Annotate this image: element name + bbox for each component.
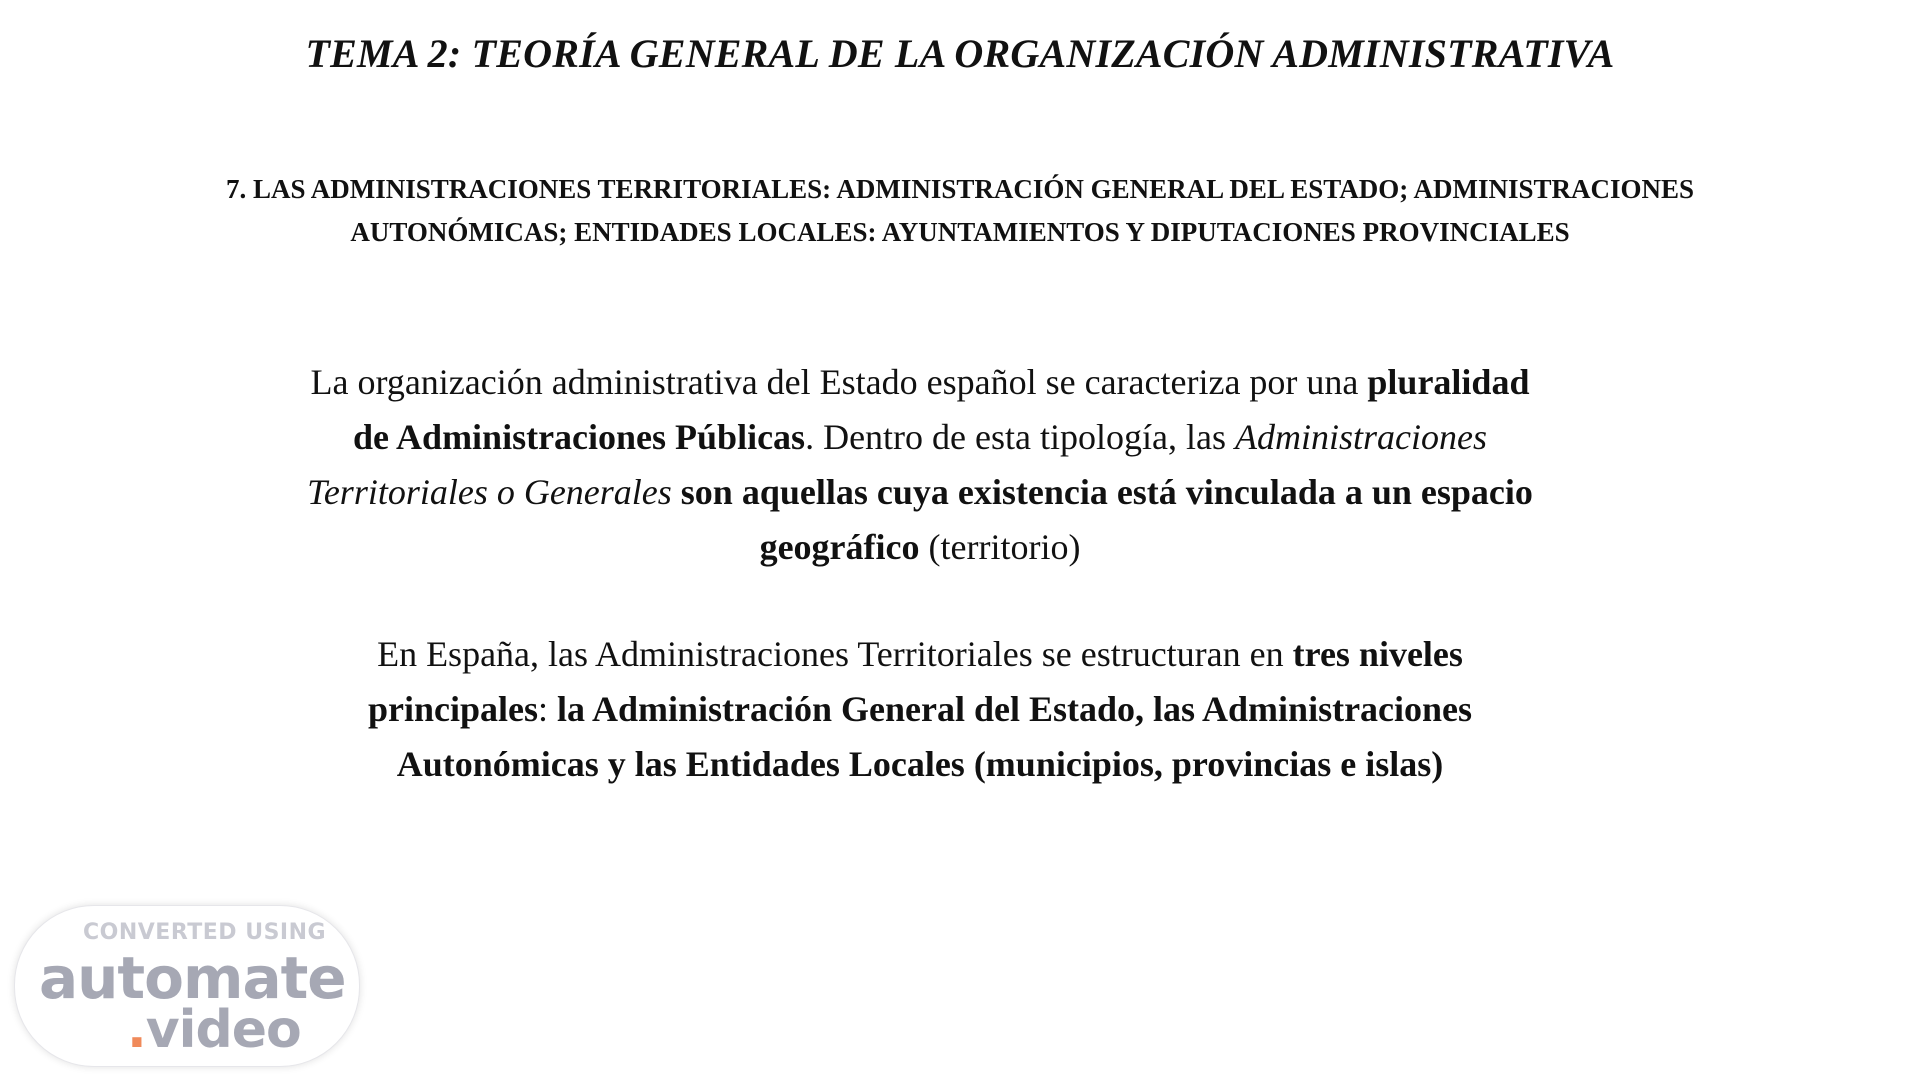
p2-bold-1: tres niveles principales bbox=[367, 634, 1463, 729]
slide-subtitle bbox=[80, 168, 1840, 254]
slide-title: TEMA 2: TEORÍA GENERAL DE LA ORGANIZACIÓN ADMINISTRATIVA bbox=[305, 31, 1615, 76]
paragraph-1 bbox=[290, 355, 1550, 575]
p1-text-2: . Dentro de esta tipología, las bbox=[805, 417, 1226, 457]
p2-text-2: : bbox=[537, 689, 548, 729]
watermark-caption: CONVERTED USING bbox=[83, 920, 327, 945]
converted-using-watermark bbox=[14, 905, 360, 1067]
p1-bold-2: son aquellas cuya existencia está vinculada a un espacio geográfico bbox=[680, 472, 1533, 567]
p1-italic-1: Administraciones Territoriales o Generales bbox=[307, 417, 1487, 512]
watermark-video-text: video bbox=[145, 1000, 301, 1060]
subtitle-line-1: 7. LAS ADMINISTRACIONES TERRITORIALES: ADMINISTRACIÓN GENERAL DEL ESTADO; ADMINISTRACIONES bbox=[225, 174, 1695, 204]
p2-bold-2: la Administración General del Estado, las Administraciones Autonómicas y las Entidades Locales (municipios, provincias e islas) bbox=[396, 689, 1473, 784]
watermark-logo-video bbox=[127, 1000, 301, 1060]
p2-text-1: En España, las Administraciones Territoriales se estructuran en bbox=[377, 634, 1284, 674]
subtitle-line-2: AUTONÓMICAS; ENTIDADES LOCALES: AYUNTAMIENTOS Y DIPUTACIONES PROVINCIALES bbox=[350, 217, 1570, 247]
watermark-logo-automate: automate bbox=[39, 944, 346, 1012]
watermark-dot: . bbox=[127, 1000, 146, 1060]
p1-text-1: La organización administrativa del Estado español se caracteriza por una bbox=[310, 362, 1359, 402]
p1-bold-1: pluralidad de Administraciones Públicas bbox=[353, 362, 1530, 457]
paragraph-2 bbox=[290, 627, 1550, 792]
p1-text-3: (territorio) bbox=[928, 527, 1081, 567]
